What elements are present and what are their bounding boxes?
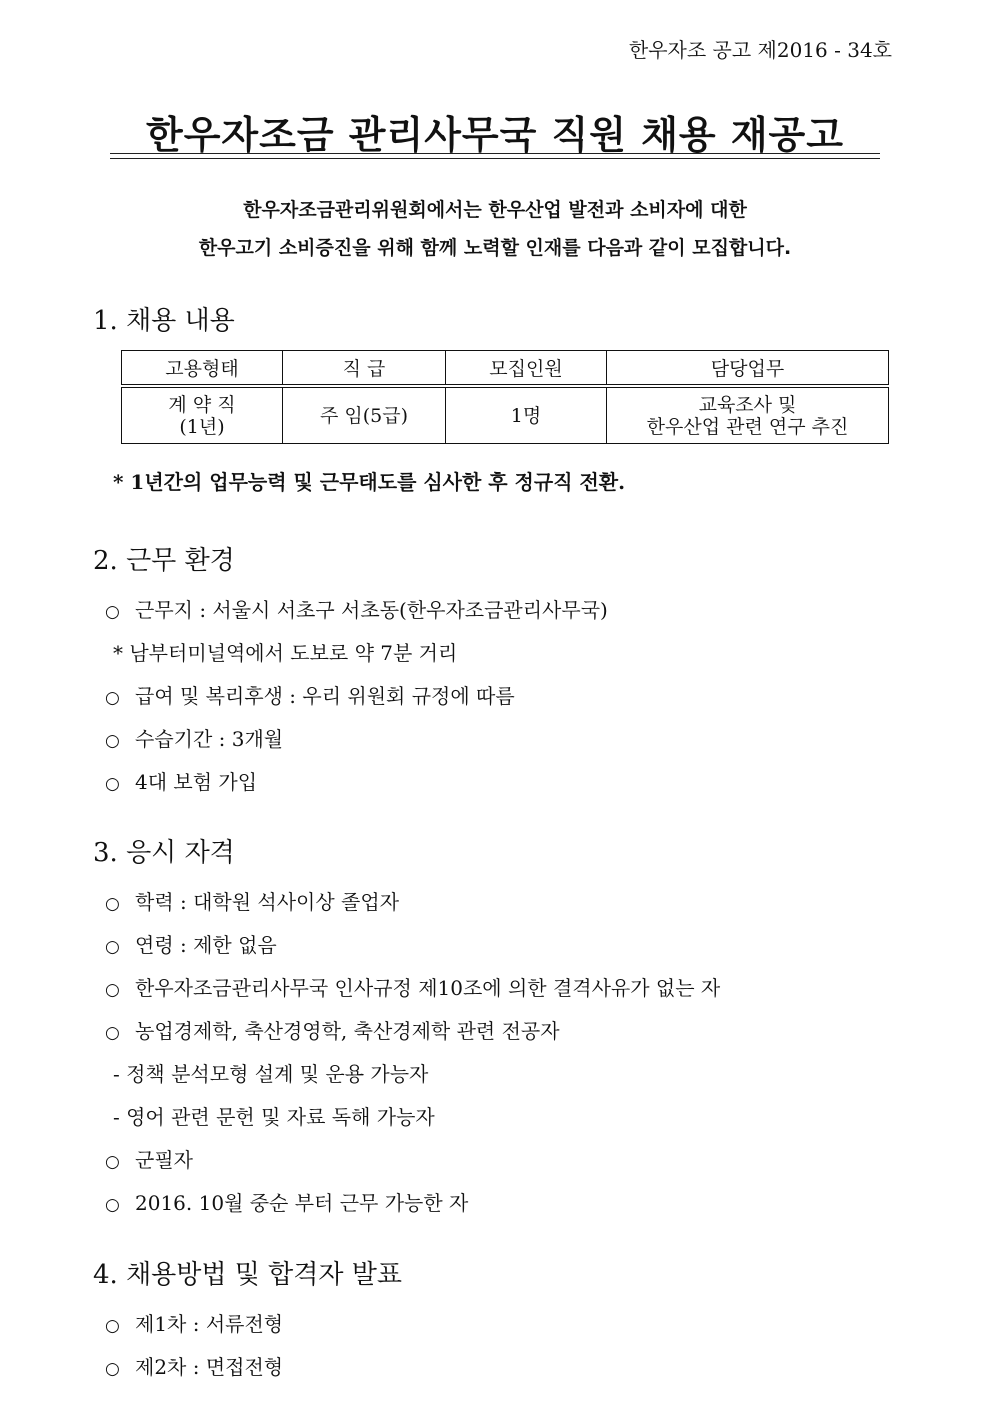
circle-bullet-icon: ○ [105, 980, 120, 1000]
list-item [105, 1187, 468, 1216]
cell-employment-type [122, 386, 283, 444]
list-item [105, 766, 257, 795]
circle-bullet-icon: ○ [105, 1316, 120, 1336]
list-item [105, 594, 608, 623]
circle-bullet-icon: ○ [105, 774, 120, 794]
circle-bullet-icon: ○ [105, 937, 120, 957]
list-item [105, 929, 277, 958]
section-heading-selection: 4. 채용방법 및 합격자 발표 [93, 1260, 403, 1290]
cell-rank: 주 임(5급) [283, 386, 446, 444]
title-underline-second [110, 158, 880, 159]
list-item-text: 2016. 10월 중순 부터 근무 가능한 자 [135, 1191, 469, 1215]
list-subitem: - 정책 분석모형 설계 및 운용 가능자 [113, 1062, 429, 1086]
list-item [105, 680, 515, 709]
table-row [122, 386, 889, 444]
list-item-text: 한우자조금관리사무국 인사규정 제10조에 의한 결격사유가 없는 자 [135, 976, 721, 1000]
circle-bullet-icon: ○ [105, 894, 120, 914]
list-item [105, 972, 720, 1001]
section-heading-environment: 2. 근무 환경 [93, 546, 235, 576]
list-subitem: - 영어 관련 문헌 및 자료 독해 가능자 [113, 1105, 435, 1129]
recruitment-table [121, 350, 889, 444]
list-item [105, 886, 399, 915]
intro-line-1: 한우자조금관리위원회에서는 한우산업 발전과 소비자에 대한 [243, 199, 747, 221]
list-item [105, 1015, 560, 1044]
circle-bullet-icon: ○ [105, 688, 120, 708]
circle-bullet-icon: ○ [105, 1152, 120, 1172]
page-title: 한우자조금 관리사무국 직원 채용 재공고 [146, 113, 844, 157]
column-header-rank: 직 급 [283, 351, 446, 387]
list-item-text: 농업경제학, 축산경영학, 축산경제학 관련 전공자 [135, 1019, 560, 1043]
list-item [105, 1144, 193, 1173]
circle-bullet-icon: ○ [105, 1195, 120, 1215]
list-item-text: 제2차 : 면접전형 [135, 1355, 284, 1379]
column-header-headcount: 모집인원 [446, 351, 607, 387]
cell-duties [607, 386, 889, 444]
list-item-text: 제1차 : 서류전형 [135, 1312, 284, 1336]
cell-headcount: 1명 [446, 386, 607, 444]
cell-employment-type-line2: (1년) [179, 415, 225, 438]
list-item-text: 급여 및 복리후생 : 우리 위원회 규정에 따름 [135, 684, 515, 708]
circle-bullet-icon: ○ [105, 1359, 120, 1379]
list-item-text: 학력 : 대학원 석사이상 졸업자 [135, 890, 400, 914]
section-heading-qualifications: 3. 응시 자격 [93, 838, 235, 868]
circle-bullet-icon: ○ [105, 731, 120, 751]
list-item [105, 723, 283, 752]
list-item-text: 군필자 [135, 1148, 193, 1172]
cell-duties-line2: 한우산업 관련 연구 추진 [646, 415, 849, 438]
document-number: 한우자조 공고 제2016 - 34호 [628, 38, 892, 62]
intro-line-2: 한우고기 소비증진을 위해 함께 노력할 인재를 다음과 같이 모집합니다. [198, 237, 792, 259]
circle-bullet-icon: ○ [105, 1023, 120, 1043]
title-underline [110, 153, 880, 154]
list-item [105, 1351, 283, 1380]
list-item-text: 근무지 : 서울시 서초구 서초동(한우자조금관리사무국) [135, 598, 608, 622]
circle-bullet-icon: ○ [105, 602, 120, 622]
cell-duties-line1: 교육조사 및 [698, 393, 797, 416]
list-item-text: 수습기간 : 3개월 [135, 727, 284, 751]
list-item-text: 4대 보험 가입 [135, 770, 258, 794]
list-item-note: * 남부터미널역에서 도보로 약 7분 거리 [113, 641, 458, 665]
column-header-employment-type: 고용형태 [122, 351, 283, 387]
list-item-text: 연령 : 제한 없음 [135, 933, 277, 957]
column-header-duties: 담당업무 [607, 351, 889, 387]
section-heading-recruitment: 1. 채용 내용 [93, 306, 235, 336]
conversion-note: * 1년간의 업무능력 및 근무태도를 심사한 후 정규직 전환. [113, 470, 626, 494]
cell-employment-type-line1: 계 약 직 [168, 393, 236, 416]
table-header-row [122, 351, 889, 387]
list-item [105, 1308, 283, 1337]
